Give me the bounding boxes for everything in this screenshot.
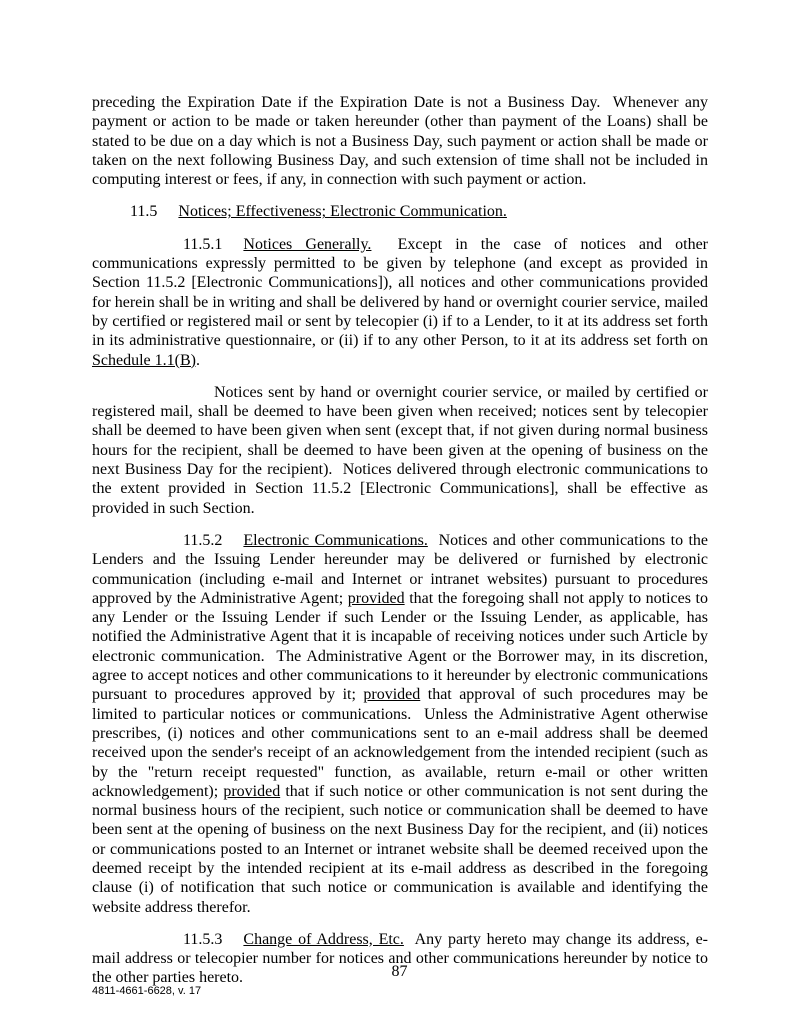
underlined-text-run: Electronic Communications.: [243, 531, 428, 549]
text-run: .: [195, 351, 200, 369]
text-run: that the foregoing shall not apply to notices to any Lender or the Issuing Lender if such Lender or the Issuing Lender, as applicable, has notified the Administrative Agent that it is incapable of receiving notices under such Article by electronic communication. The Administrative Agent or the Borrower may, in its discretion, agree to accept notices and other communications to it hereunder by electronic communications pursuant to procedures approved by it;: [92, 589, 713, 704]
text-run: Except in the case of notices and other communications expressly permitted to be given by telephone (and except as provided in Section 11.5.2 [Electronic Communications]), all notices and other communications provided for herein shall be in writing and shall be delivered by hand or overnight courier service, mailed by certified or registered mail or sent by telecopier (i) if to a Lender, to it at its address set forth in its administrative questionnaire, or (ii) if to any other Person, to it at its address set forth on: [92, 235, 712, 350]
underlined-text-run: provided: [347, 589, 405, 607]
text-run: that if such notice or other communication is not sent during the normal business hours of the recipient, such notice or communication shall be deemed to have been sent at the opening of business on the next Business Day for the recipient, and (ii) notices or communications posted to an Internet or intranet website shall be deemed received upon the deemed receipt by the intended recipient at its e-mail address as described in the foregoing clause (i) of notification that such notice or communication is available and identifying the website address therefor.: [92, 782, 712, 916]
underlined-text-run: Change of Address, Etc.: [243, 930, 404, 948]
document-body: [92, 93, 713, 1001]
underlined-text-run: provided: [223, 782, 281, 800]
paragraph-11-5-1-notices-generally: [92, 235, 712, 370]
text-run: 11.5.3: [183, 930, 223, 948]
underlined-text-run: Notices Generally.: [243, 235, 372, 253]
paragraph-continuation: [92, 93, 712, 189]
text-run: that approval of such procedures may be limited to particular notices or communications. Unless the Administrative Agent otherwise prescribes, (i) notices and other communications sent to an e-mail address shall be deemed received upon the sender's receipt of an acknowledgement from the intended recipient (such as by the "return receipt requested" function, as available, return e-mail or other written acknowledgement);: [92, 686, 712, 800]
text-run: Notices and other communications to the Lenders and the Issuing Lender hereunder may be delivered or furnished by electronic communication (including e-mail and Internet or intranet websites) pursuant to procedures approved by the Administrative Agent;: [92, 531, 712, 607]
text-run: 11.5.1: [183, 235, 223, 253]
text-run: Any party hereto may change its address, e-mail address or telecopier number for notices and other communications hereunder by notice to the other parties hereto.: [92, 930, 712, 987]
doc-control-number: 4811-4661-6628, v. 17: [92, 985, 202, 997]
page-number: 87: [391, 963, 408, 980]
paragraph-11-5-2-electronic-communications: [92, 531, 713, 917]
paragraph-notices-delivery-rules: [92, 383, 712, 518]
underlined-text-run: Notices; Effectiveness; Electronic Communication.: [178, 203, 507, 221]
text-run: Notices sent by hand or overnight courier service, or mailed by certified or registered mail, shall be deemed to have been given when received; notices sent by telecopier shall be deemed to have been given when sent (except that, if not given during normal business hours for the recipient, shall be deemed to have been given at the opening of business on the next Business Day for the recipient). Notices delivered through electronic communications to the extent provided in Section 11.5.2 [Electronic Communications], shall be effective as provided in such Section.: [92, 383, 712, 517]
text-run: 11.5: [130, 203, 158, 221]
section-heading-11-5: [92, 202, 708, 221]
text-run: preceding the Expiration Date if the Expiration Date is not a Business Day. Whenever any payment or action to be made or taken hereunder (other than payment of the Loans) shall be stated to be due on a day which is not a Business Day, such payment or action shall be made or taken on the next following Business Day, and such extension of time shall not be included in computing interest or fees, if any, in connection with such payment or action.: [92, 94, 712, 189]
text-run: 11.5.2: [183, 531, 223, 549]
underlined-text-run: Schedule 1.1(B): [92, 351, 196, 369]
underlined-text-run: provided: [363, 686, 421, 704]
